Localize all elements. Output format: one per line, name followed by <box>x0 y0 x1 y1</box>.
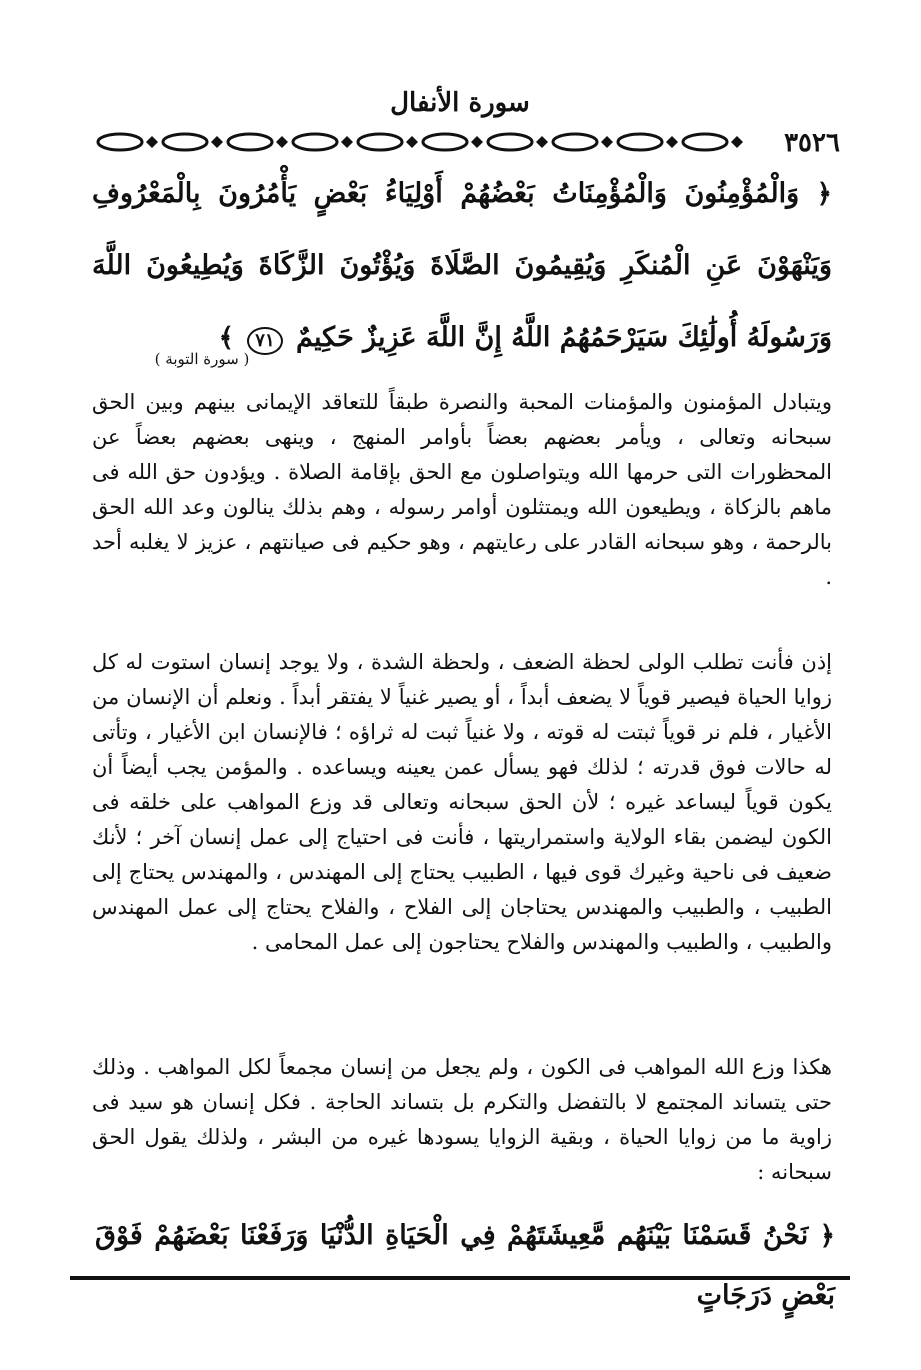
footer-rule <box>70 1276 850 1280</box>
surah-title: سورة الأنفال <box>390 88 530 118</box>
commentary-paragraph: إذن فأنت تطلب الولى لحظة الضعف ، ولحظة الشدة ، ولا يوجد إنسان استوت له كل زوايا الحياة فيصير قوياً لا يضعف أبداً ، أو يصير غنياً لا يفتقر أبداً . ونعلم أن الإنسان من الأغيار ، فلم نر قوياً ثبتت له قوته ، ولا غنياً ثبت له ثراؤه ؛ فالإنسان ابن الأغيار ، وتأتى له حالات فوق قدرته ؛ لذلك فهو يسأل عمن يعينه ويساعده . والمؤمن يجب أيضاً أن يكون قوياً ليساعد غيره ؛ لأن الحق سبحانه وتعالى قد وزع المواهب على خلقه فى الكون ليضمن بقاء الولاية واستمراريتها ، فأنت فى احتياج إلى عمل إنسان آخر ؛ لأنك ضعيف فى ناحية وغيرك قوى فيها ، الطبيب يحتاج إلى المهندس ، والمهندس يحتاج إلى الطبيب ، والطبيب والمهندس يحتاجان إلى الفلاح ، والفلاح يحتاج إلى عمل المهندس والطبيب ، والطبيب والمهندس والفلاح يحتاجون إلى عمل المحامى . <box>92 650 832 954</box>
commentary-paragraph: ويتبادل المؤمنون والمؤمنات المحبة والنصرة طبقاً للتعاقد الإيمانى بينهم وبين الحق سبحانه وتعالى ، ويأمر بعضهم بعضاً بأوامر المنهج ، وينهى بعضهم بعضاً عن المحظورات التى حرمها الله ويتواصلون مع الحق بإقامة الصلاة . ويؤدون حق الله فى ماهم بالزكاة ، ويطيعون الله ويمتثلون أوامر رسوله ، وهم بذلك ينالون وعد الله الحق بالرحمة ، وهو سبحانه القادر على رعايتهم ، وهو حكيم فى صيانتهم ، عزيز لا يغلبه أحد . <box>92 390 832 589</box>
page-number: ٣٥٢٦ <box>784 128 840 158</box>
verse-number-badge: ٧١ <box>247 327 282 355</box>
header-ornament-border <box>90 128 750 156</box>
verse-close-bracket: ﴾ <box>218 323 234 353</box>
verse-open-bracket: ﴿ <box>819 1221 835 1251</box>
verse-text: وَالْمُؤْمِنُونَ وَالْمُؤْمِنَاتُ بَعْضُهُمْ أَوْلِيَاءُ بَعْضٍ يَأْمُرُونَ بِالْمَعْرُوفِ وَيَنْهَوْنَ عَنِ الْمُنكَرِ وَيُقِيمُونَ الصَّلَاةَ وَيُؤْتُونَ الزَّكَاةَ وَيُطِيعُونَ اللَّهَ وَرَسُولَهُ أُولَٰئِكَ سَيَرْحَمُهُمُ اللَّهُ إِنَّ اللَّهَ عَزِيزٌ حَكِيمٌ <box>92 178 832 353</box>
verse-source-reference: ( سورة التوبة ) <box>154 350 250 368</box>
quran-verse-block <box>95 1206 835 1326</box>
commentary-paragraph: هكذا وزع الله المواهب فى الكون ، ولم يجعل من إنسان مجمعاً لكل المواهب . وذلك حتى يتساند المجتمع لا بالتفضل والتكرم بل بتساند الحاجة . فكل إنسان هو سيد فى زاوية ما من زوايا الحياة ، وبقية الزوايا يسودها غيره من البشر ، ولذلك يقول الحق سبحانه : <box>92 1055 832 1184</box>
verse-text: نَحْنُ قَسَمْنَا بَيْنَهُم مَّعِيشَتَهُمْ فِي الْحَيَاةِ الدُّنْيَا وَرَفَعْنَا بَعْضَهُمْ فَوْقَ بَعْضٍ دَرَجَاتٍ <box>95 1220 835 1311</box>
verse-open-bracket: ﴿ <box>816 179 832 209</box>
quran-verse-block <box>92 158 832 374</box>
